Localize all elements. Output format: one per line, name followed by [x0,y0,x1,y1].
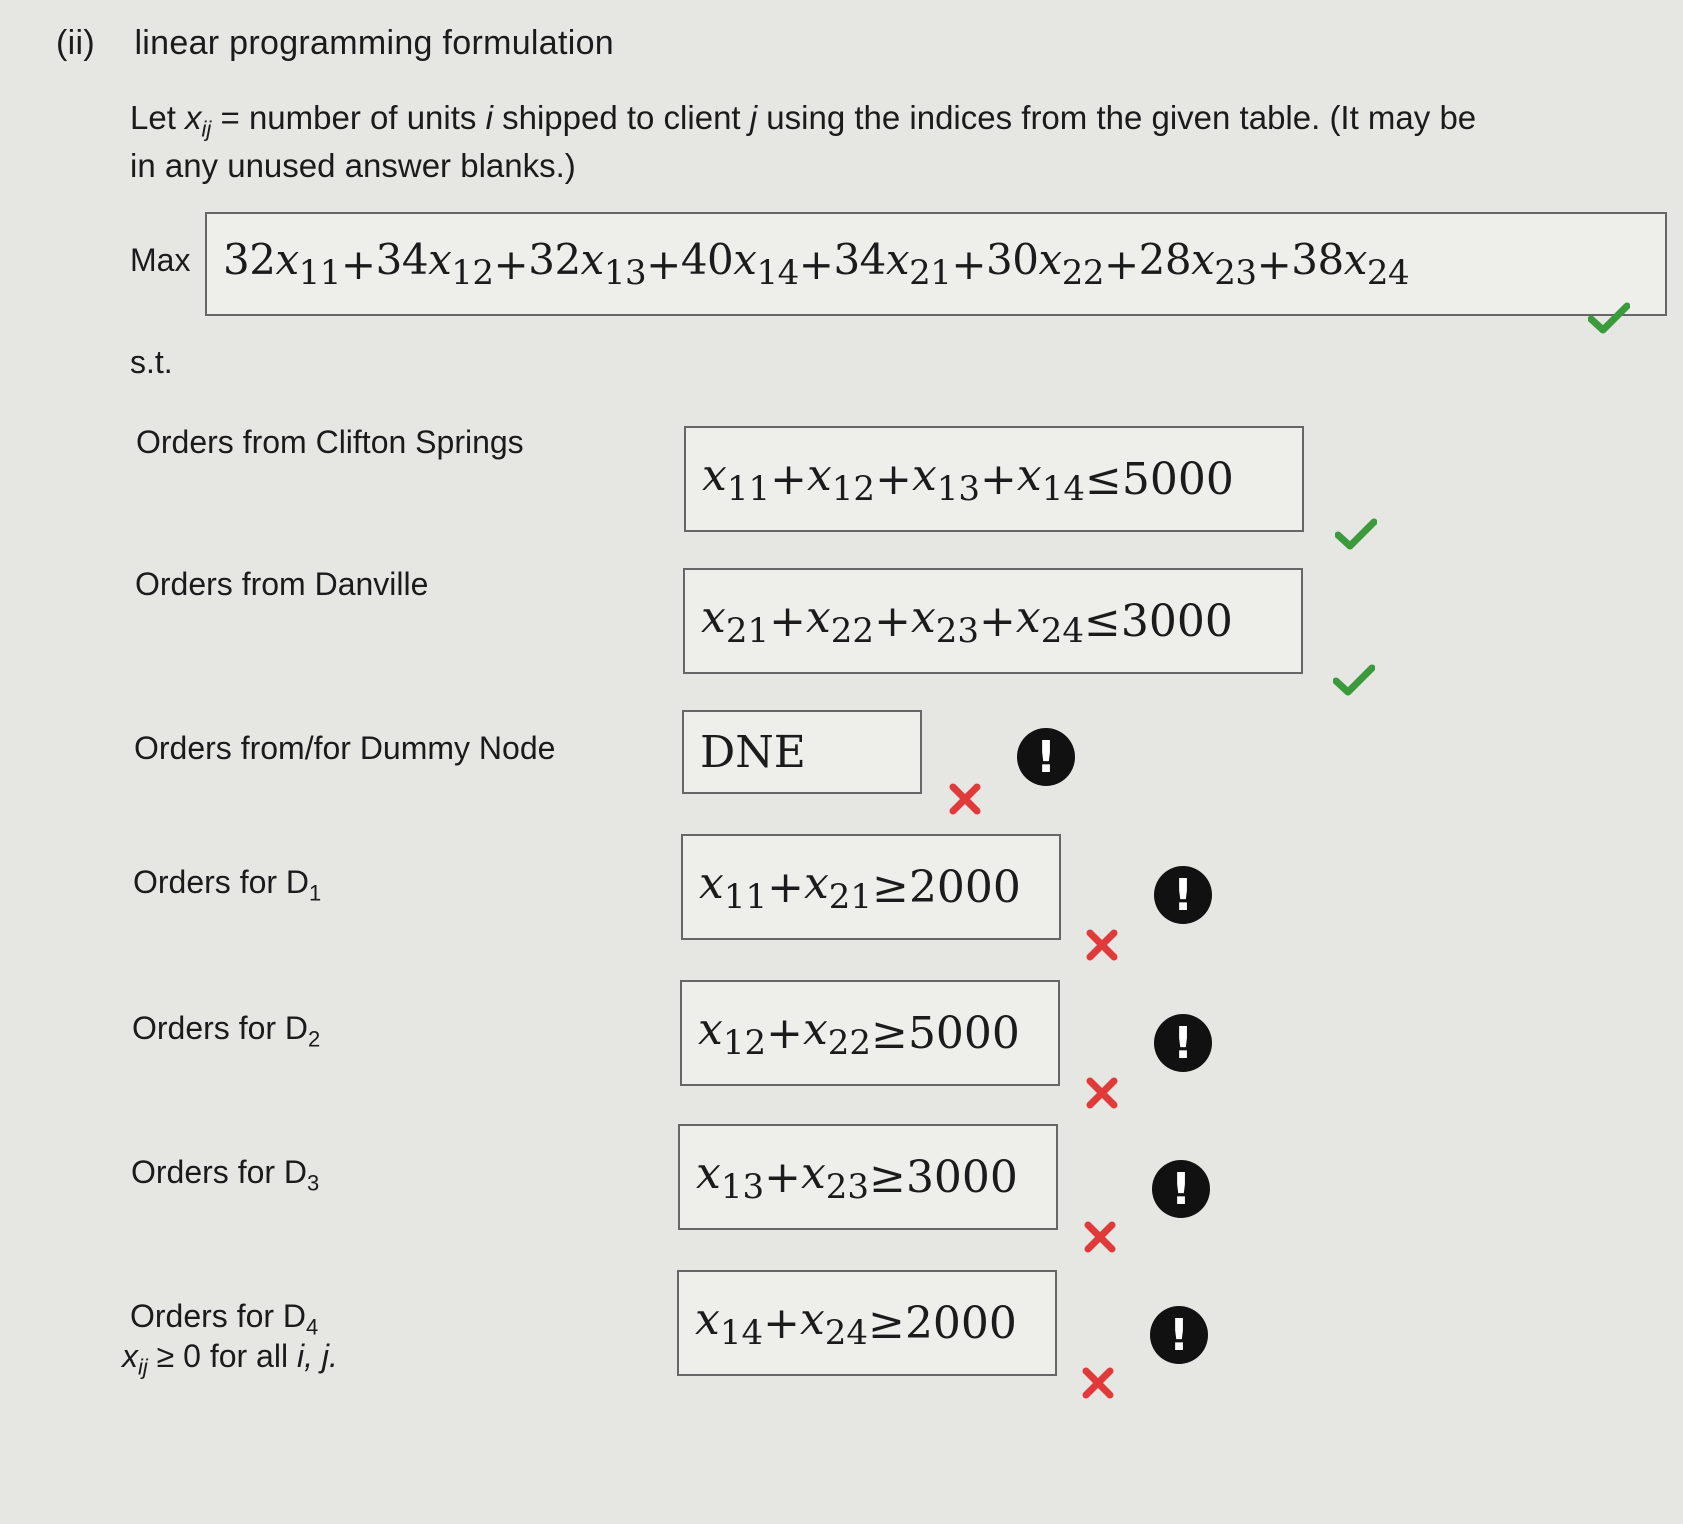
constraint-label-text: Orders for D [133,864,310,900]
check-icon [1335,518,1377,550]
constraint-var-x11: $x_{11}$ [699,857,768,917]
constraint-status [1333,664,1375,696]
objective-input[interactable] [205,212,1667,316]
alert-icon[interactable]: ! [1150,1306,1208,1364]
constraint-label-sub: 1 [309,880,322,906]
alert-icon[interactable]: ! [1017,728,1075,786]
constraint-var-x22: $x_{22}$ [802,1003,872,1063]
check-icon [1588,302,1630,334]
objective-coef: 38 [1291,235,1344,284]
question-title: linear programming formulation [134,24,614,62]
st-label: s.t. [130,344,173,380]
constraint-plus: + [763,1297,800,1349]
objective-term: $30x_{22}$ [986,235,1104,293]
constraint-plus: + [769,595,806,647]
constraint-var-x24: $x_{24}$ [799,1293,869,1353]
alert-icon[interactable]: ! [1154,866,1212,924]
intro-variable-sub: ij [201,116,212,142]
constraint-rhs: 3000 [905,1151,1018,1203]
max-label: Max [130,242,191,278]
objective-status [1588,302,1630,334]
cross-icon [948,782,982,816]
constraint-operator: ≥ [868,1297,905,1349]
nonneg-indices: i, j. [296,1338,338,1374]
objective-term: $34x_{21}$ [833,235,952,293]
constraint-var-x13: $x_{13}$ [911,449,981,509]
objective-plus: + [1256,239,1292,289]
constraint-plus: + [980,453,1017,505]
constraint-label-sub: 3 [307,1170,320,1196]
constraint-var-x11: $x_{11}$ [702,449,771,509]
objective-term: $32x_{11}$ [223,235,341,293]
intro-def-a: = number of units [220,99,477,136]
constraint-label [135,566,428,603]
constraint-input[interactable] [680,980,1060,1086]
constraint-var-x14: $x_{14}$ [1016,449,1085,509]
constraint-input[interactable] [681,834,1061,940]
constraint-plus: + [874,595,911,647]
constraint-plus: + [875,453,912,505]
objective-coef: 34 [833,235,886,284]
constraint-label-text: Orders for D [132,1010,309,1046]
alert-icon[interactable]: ! [1152,1160,1210,1218]
constraint-var-x24: $x_{24}$ [1015,591,1084,651]
constraint-var-x23: $x_{23}$ [800,1147,870,1207]
constraint-status [1335,518,1377,550]
intro-text-line2: in any unused answer blanks.) [130,147,576,184]
alert-icon[interactable]: ! [1154,1014,1212,1072]
intro-def-b: shipped to client [502,99,741,136]
constraint-var-x21: $x_{21}$ [701,591,770,651]
constraint-label [132,1010,320,1052]
objective-term: $38x_{24}$ [1291,235,1410,293]
nonneg-condition: ≥ 0 for all [156,1338,289,1374]
constraint-plus: + [767,861,804,913]
constraint-status [1085,928,1119,962]
objective-coef: 34 [375,235,429,284]
constraint-operator: ≤ [1084,595,1121,647]
objective-term: $40x_{14}$ [680,235,799,293]
constraint-var-x23: $x_{23}$ [910,591,980,651]
constraint-label [133,864,321,906]
check-icon [1333,664,1375,696]
objective-plus: + [340,239,376,289]
objective-term: $32x_{13}$ [528,235,647,293]
constraint-input[interactable] [677,1270,1057,1376]
objective-term: $34x_{12}$ [375,235,494,293]
constraint-var-x21: $x_{21}$ [803,857,873,917]
cross-icon [1085,1076,1119,1110]
objective-coef: 32 [223,235,276,284]
constraint-var-x22: $x_{22}$ [805,591,875,651]
intro-variable: x [185,99,202,136]
objective-term: $28x_{23}$ [1138,235,1257,293]
constraint-label [131,1154,319,1196]
constraint-rhs: 3000 [1120,595,1233,647]
constraint-var-x14: $x_{14}$ [695,1293,764,1353]
constraint-status [948,782,982,816]
objective-coef: 30 [986,235,1039,284]
constraint-plus: + [764,1151,801,1203]
constraint-label-text: Orders from Danville [135,566,429,602]
constraint-input[interactable] [678,1124,1058,1230]
constraint-rhs: 5000 [1121,453,1234,505]
constraint-rhs: 2000 [908,861,1021,913]
intro-let: Let [130,99,176,136]
nonneg-sub: ij [138,1354,148,1380]
objective-plus: + [493,239,529,289]
constraint-var-x13: $x_{13}$ [696,1147,765,1207]
constraint-label [136,424,524,461]
constraint-label-sub: 4 [306,1314,319,1340]
constraint-var-x12: $x_{12}$ [806,449,876,509]
objective-plus: + [1103,239,1139,289]
constraint-operator: ≥ [871,1007,908,1059]
cross-icon [1085,928,1119,962]
constraint-label-text: Orders from/for Dummy Node [134,730,556,766]
nonneg-var: x [122,1338,138,1374]
constraint-input[interactable] [682,710,922,794]
constraint-label [134,730,555,767]
intro-index-j: j [749,99,758,136]
constraint-plus: + [770,453,807,505]
constraint-status [1081,1366,1115,1400]
constraint-label-text: Orders for D [130,1298,307,1334]
objective-plus: + [646,239,681,289]
constraint-label-text: Orders from Clifton Springs [136,424,524,460]
objective-coef: 40 [680,235,734,284]
constraint-input-text: DNE [700,726,806,778]
constraint-operator: ≥ [872,861,909,913]
constraint-status [1085,1076,1119,1110]
constraint-label-sub: 2 [308,1026,321,1052]
constraint-operator: ≤ [1085,453,1122,505]
constraint-var-x12: $x_{12}$ [698,1003,767,1063]
objective-plus: + [798,239,834,289]
cross-icon [1083,1220,1117,1254]
constraint-rhs: 2000 [904,1297,1017,1349]
intro-def-c: using the indices from the given table. (It may be [766,99,1477,136]
constraint-input[interactable] [684,426,1304,532]
constraint-operator: ≥ [869,1151,906,1203]
objective-plus: + [951,239,987,289]
objective-coef: 28 [1138,235,1192,284]
constraint-input[interactable] [683,568,1303,674]
constraint-plus: + [766,1007,803,1059]
constraint-label [130,1298,318,1340]
intro-index-i: i [485,99,493,136]
nonneg-text [122,1338,338,1380]
question-number: (ii) [56,24,95,62]
constraint-status [1083,1220,1117,1254]
constraint-rhs: 5000 [907,1007,1020,1059]
constraint-plus: + [979,595,1016,647]
objective-coef: 32 [528,235,581,284]
question-heading [56,24,614,63]
constraint-label-text: Orders for D [131,1154,308,1190]
cross-icon [1081,1366,1115,1400]
